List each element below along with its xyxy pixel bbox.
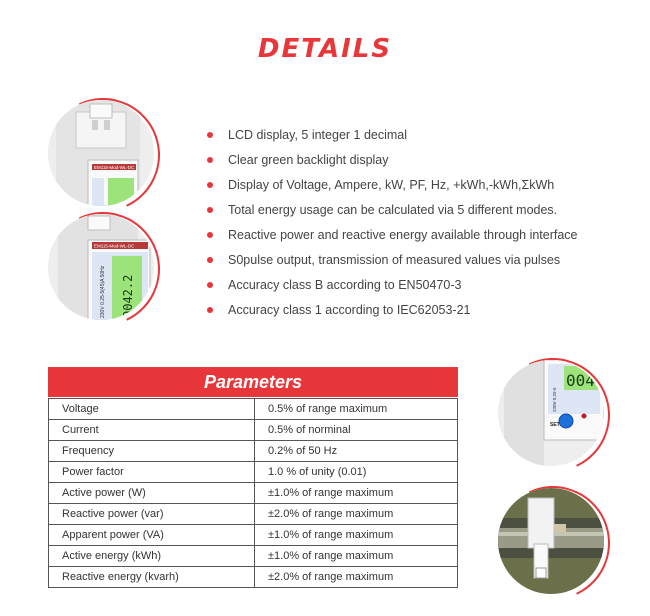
table-row [49,441,458,462]
table-row [49,399,458,420]
feature-item: LCD display, 5 integer 1 decimal [207,126,578,151]
meter-top-label: EM115-Mod-WL-DC [94,165,135,170]
param-value: 1.0 % of unity (0.01) [255,462,458,483]
table-row [49,525,458,546]
feature-item: Clear green backlight display [207,151,578,176]
param-name: Current [49,420,255,441]
param-name: Frequency [49,441,255,462]
feature-item: Accuracy class B according to EN50470-3 [207,276,578,301]
table-row [49,567,458,588]
bullet-icon [207,207,213,213]
bullet-icon [207,282,213,288]
feature-item: S0pulse output, transmission of measured values via pulses [207,251,578,276]
table-row [49,504,458,525]
bullet-icon [207,257,213,263]
din-rail-photo [498,488,604,594]
parameters-heading: Parameters [48,367,458,397]
meter-side-label: EM115-Mod-WL-DC [94,243,135,249]
meter-set-photo [498,360,604,466]
feature-item: Total energy usage can be calculated via 5 different modes. [207,201,578,226]
param-value: 0.5% of norminal [255,420,458,441]
table-row [49,483,458,504]
param-value: ±1.0% of range maximum [255,525,458,546]
feature-list [207,126,578,326]
meter-top-illustration [48,100,154,206]
meter-set-illustration [498,360,604,466]
feature-item: Display of Voltage, Ampere, kW, PF, Hz, +kWh,-kWh,ΣkWh [207,176,578,201]
param-name: Power factor [49,462,255,483]
set-button-icon [559,414,573,428]
parameters-table [48,398,458,588]
param-name: Reactive power (var) [49,504,255,525]
bullet-icon [207,307,213,313]
din-rail-illustration [498,488,604,594]
param-name: Reactive energy (kvarh) [49,567,255,588]
meter-top-photo [48,100,154,206]
param-value: ±1.0% of range maximum [255,546,458,567]
param-value: ±2.0% of range maximum [255,567,458,588]
table-row [49,462,458,483]
table-row [49,546,458,567]
param-value: ±2.0% of range maximum [255,504,458,525]
bullet-icon [207,232,213,238]
meter-spec-text: 230V 0.25-5(45)A 50Hz [100,265,106,318]
table-row [49,420,458,441]
lcd-reading: 0042.2 [121,274,135,318]
param-name: Active energy (kWh) [49,546,255,567]
feature-item: Accuracy class 1 according to IEC62053-21 [207,301,578,326]
bullet-icon [207,182,213,188]
lcd-reading-3: 004 [566,371,595,390]
param-value: 0.2% of 50 Hz [255,441,458,462]
bullet-icon [207,132,213,138]
meter-lcd-illustration [48,214,154,320]
page-title: DETAILS [257,34,393,64]
param-name: Active power (W) [49,483,255,504]
param-value: 0.5% of range maximum [255,399,458,420]
param-name: Voltage [49,399,255,420]
set-label: SET [550,422,560,428]
feature-item: Reactive power and reactive energy available through interface [207,226,578,251]
meter-spec-text-3: 230V 0.25-5 [552,387,557,412]
param-value: ±1.0% of range maximum [255,483,458,504]
meter-lcd-photo [48,214,154,320]
led-icon [582,414,587,419]
bullet-icon [207,157,213,163]
param-name: Apparent power (VA) [49,525,255,546]
